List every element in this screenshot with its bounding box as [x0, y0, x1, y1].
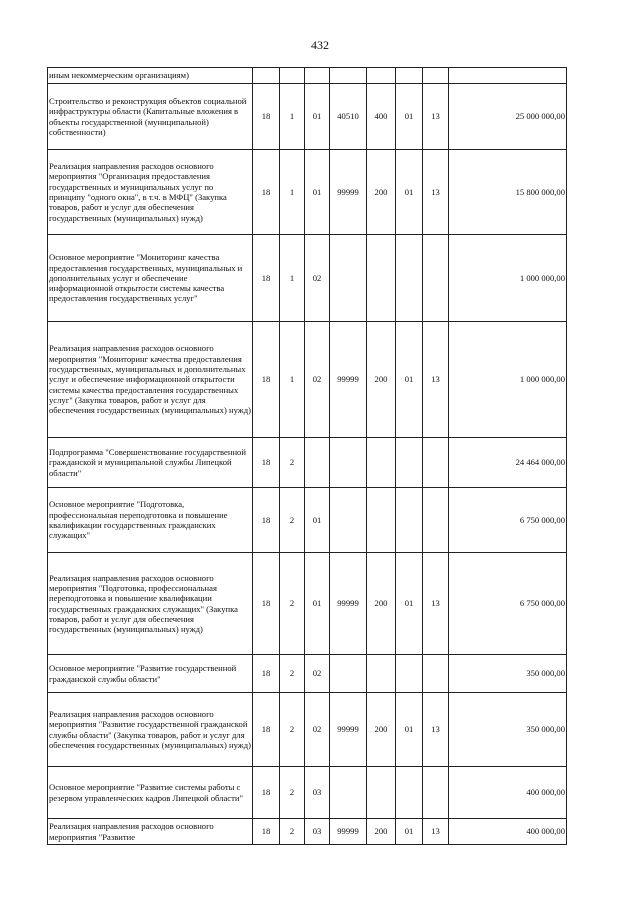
row-code-c4: 99999 [330, 322, 367, 438]
row-code-c3: 03 [305, 767, 330, 819]
row-code-c2: 1 [280, 84, 305, 150]
row-description: Основное мероприятие "Подготовка, профессиональная переподготовка и повышение квалификации государственных гражданских служащих" [48, 488, 253, 553]
row-code-c5: 200 [367, 553, 396, 655]
row-code-c2: 1 [280, 150, 305, 235]
row-code-c6: 01 [396, 322, 423, 438]
row-code-c1: 18 [253, 655, 280, 693]
row-amount: 350 000,00 [449, 693, 567, 767]
row-code-c6 [396, 488, 423, 553]
row-code-c4: 99999 [330, 553, 367, 655]
row-code-c4 [330, 655, 367, 693]
table-row [48, 488, 567, 553]
row-code-c5 [367, 68, 396, 84]
row-amount: 1 000 000,00 [449, 322, 567, 438]
row-code-c1: 18 [253, 767, 280, 819]
row-code-c3: 02 [305, 655, 330, 693]
row-code-c1: 18 [253, 235, 280, 322]
page-number: 432 [311, 38, 329, 52]
row-code-c7: 13 [423, 150, 449, 235]
row-code-c7 [423, 235, 449, 322]
row-code-c7 [423, 655, 449, 693]
row-code-c2: 2 [280, 819, 305, 845]
table-row [48, 150, 567, 235]
row-code-c6 [396, 68, 423, 84]
row-code-c4 [330, 767, 367, 819]
row-code-c1: 18 [253, 438, 280, 488]
row-amount: 1 000 000,00 [449, 235, 567, 322]
row-code-c5 [367, 767, 396, 819]
row-code-c3: 03 [305, 819, 330, 845]
row-code-c7 [423, 767, 449, 819]
row-description: Подпрограмма "Совершенствование государственной гражданской и муниципальной службы Липецкой области" [48, 438, 253, 488]
row-code-c7: 13 [423, 553, 449, 655]
row-code-c4: 99999 [330, 150, 367, 235]
row-code-c7: 13 [423, 322, 449, 438]
row-code-c7 [423, 438, 449, 488]
row-code-c6 [396, 235, 423, 322]
row-amount: 6 750 000,00 [449, 553, 567, 655]
row-description: Основное мероприятие "Развитие системы работы с резервом управленческих кадров Липецкой области" [48, 767, 253, 819]
table-row [48, 438, 567, 488]
row-code-c4: 40510 [330, 84, 367, 150]
row-code-c2: 2 [280, 488, 305, 553]
row-code-c6: 01 [396, 150, 423, 235]
row-description: Реализация направления расходов основного мероприятия "Подготовка, профессиональная переподготовка и повышение квалификации государственных гражданских служащих" (Закупка товаров, работ и услуг для обеспечения государственных (муниципальных) нужд) [48, 553, 253, 655]
row-code-c5: 200 [367, 693, 396, 767]
row-code-c5 [367, 655, 396, 693]
row-code-c2: 1 [280, 322, 305, 438]
table-row [48, 68, 567, 84]
row-code-c7: 13 [423, 84, 449, 150]
row-amount: 400 000,00 [449, 767, 567, 819]
row-code-c5: 200 [367, 150, 396, 235]
row-amount: 6 750 000,00 [449, 488, 567, 553]
table-row [48, 655, 567, 693]
table-row [48, 322, 567, 438]
row-code-c7 [423, 68, 449, 84]
row-code-c3: 02 [305, 322, 330, 438]
row-description: Реализация направления расходов основного мероприятия "Развитие [48, 819, 253, 845]
row-code-c5: 400 [367, 84, 396, 150]
row-code-c3: 01 [305, 150, 330, 235]
row-description: Реализация направления расходов основного мероприятия "Мониторинг качества предоставления государственных, муниципальных и дополнительных услуг и обеспечение информационной открытости системы качества предоставления государственных услуг" (Закупка товаров, работ и услуг для обеспечения государственных (муниципальных) нужд) [48, 322, 253, 438]
row-code-c1: 18 [253, 693, 280, 767]
row-code-c5: 200 [367, 322, 396, 438]
row-code-c2: 2 [280, 438, 305, 488]
row-code-c4: 99999 [330, 693, 367, 767]
row-code-c2 [280, 68, 305, 84]
row-code-c4 [330, 235, 367, 322]
table-row [48, 84, 567, 150]
table-row [48, 553, 567, 655]
row-code-c5 [367, 235, 396, 322]
row-code-c5 [367, 488, 396, 553]
table-row [48, 235, 567, 322]
row-code-c3: 02 [305, 693, 330, 767]
row-description: Реализация направления расходов основного мероприятия "Развитие государственной гражданской службы области" (Закупка товаров, работ и услуг для обеспечения государственных (муниципальных) нужд) [48, 693, 253, 767]
row-code-c1: 18 [253, 322, 280, 438]
row-amount: 400 000,00 [449, 819, 567, 845]
row-code-c3: 01 [305, 488, 330, 553]
row-code-c3 [305, 68, 330, 84]
row-code-c1: 18 [253, 150, 280, 235]
row-code-c2: 2 [280, 693, 305, 767]
row-code-c7: 13 [423, 693, 449, 767]
row-code-c6: 01 [396, 553, 423, 655]
row-code-c4 [330, 488, 367, 553]
row-amount [449, 68, 567, 84]
row-code-c1 [253, 68, 280, 84]
row-code-c3: 01 [305, 84, 330, 150]
budget-table [47, 67, 567, 845]
row-amount: 15 800 000,00 [449, 150, 567, 235]
row-code-c7: 13 [423, 819, 449, 845]
table-row [48, 819, 567, 845]
row-code-c6: 01 [396, 693, 423, 767]
row-code-c3: 01 [305, 553, 330, 655]
row-code-c6 [396, 767, 423, 819]
row-amount: 25 000 000,00 [449, 84, 567, 150]
row-amount: 350 000,00 [449, 655, 567, 693]
row-code-c6 [396, 655, 423, 693]
row-code-c4 [330, 68, 367, 84]
row-code-c2: 1 [280, 235, 305, 322]
row-description: Строительство и реконструкция объектов социальной инфраструктуры области (Капитальные вложения в объекты государственной (муниципальной) собственности) [48, 84, 253, 150]
row-code-c1: 18 [253, 553, 280, 655]
row-amount: 24 464 000,00 [449, 438, 567, 488]
row-code-c2: 2 [280, 767, 305, 819]
budget-table-body [48, 68, 567, 845]
row-description: Основное мероприятие "Мониторинг качества предоставления государственных, муниципальных и дополнительных услуг и обеспечение информационной открытости системы качества предоставления государственных услуг" [48, 235, 253, 322]
row-code-c2: 2 [280, 655, 305, 693]
row-description: Основное мероприятие "Развитие государственной гражданской службы области" [48, 655, 253, 693]
row-code-c6 [396, 438, 423, 488]
row-code-c1: 18 [253, 819, 280, 845]
row-code-c4 [330, 438, 367, 488]
row-code-c5 [367, 438, 396, 488]
row-code-c2: 2 [280, 553, 305, 655]
row-description: Реализация направления расходов основного мероприятия "Организация предоставления государственных и муниципальных услуг по принципу "одного окна", в т.ч. в МФЦ" (Закупка товаров, работ и услуг для обеспечения государственных (муниципальных) нужд) [48, 150, 253, 235]
row-code-c1: 18 [253, 84, 280, 150]
row-code-c4: 99999 [330, 819, 367, 845]
row-code-c5: 200 [367, 819, 396, 845]
row-code-c3: 02 [305, 235, 330, 322]
row-description: иным некоммерческим организациям) [48, 68, 253, 84]
row-code-c1: 18 [253, 488, 280, 553]
row-code-c6: 01 [396, 84, 423, 150]
table-row [48, 767, 567, 819]
row-code-c3 [305, 438, 330, 488]
row-code-c7 [423, 488, 449, 553]
table-row [48, 693, 567, 767]
row-code-c6: 01 [396, 819, 423, 845]
